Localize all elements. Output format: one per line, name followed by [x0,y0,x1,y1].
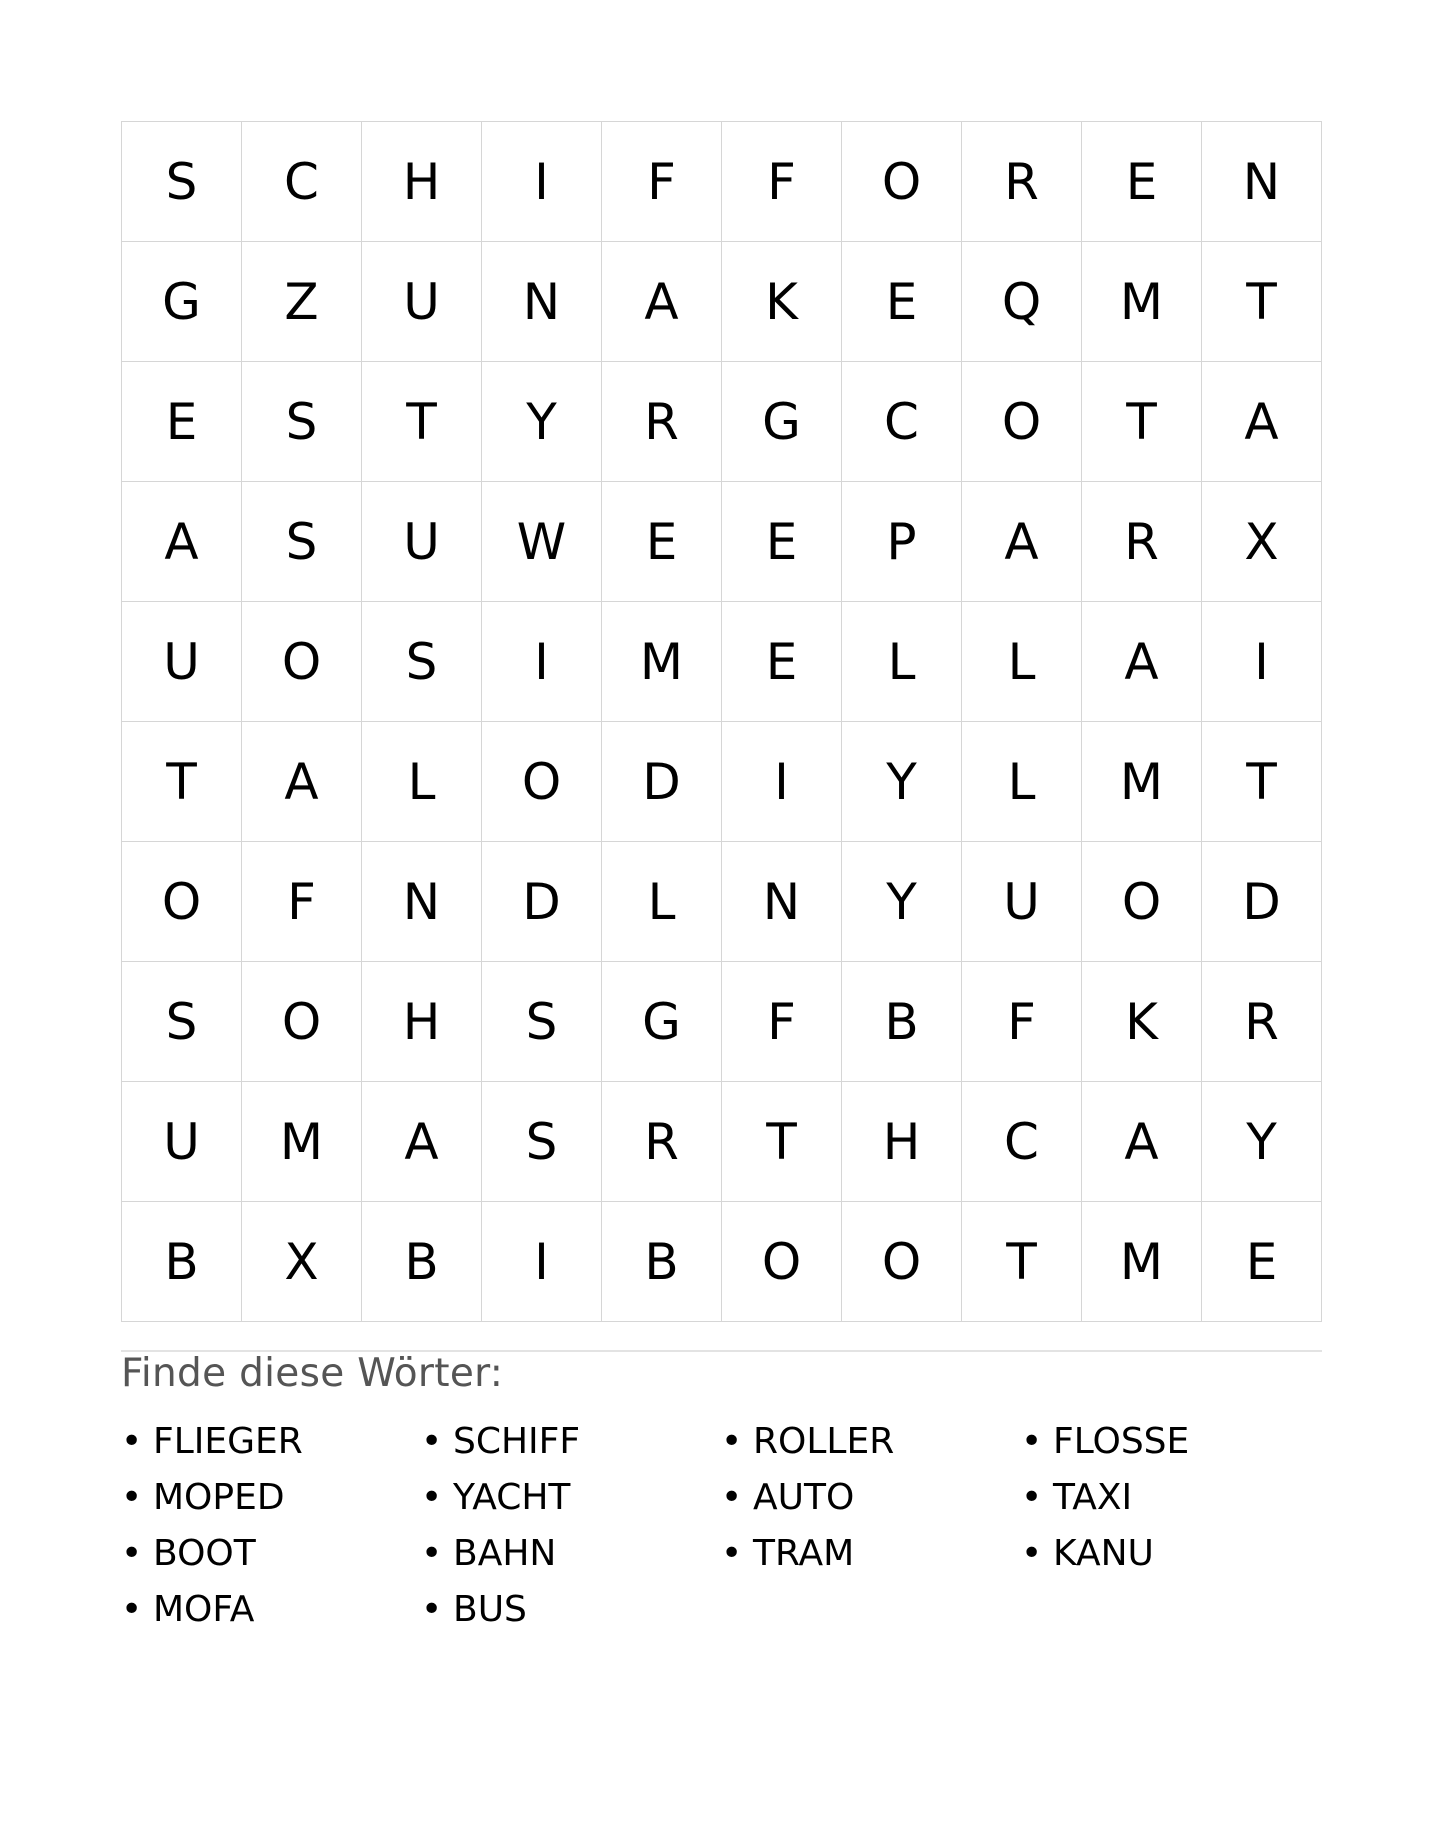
grid-cell[interactable]: I [1202,602,1322,722]
bullet-icon: • [421,1533,443,1574]
bullet-icon: • [1021,1533,1043,1574]
grid-cell[interactable]: F [722,122,842,242]
grid-cell[interactable]: W [482,482,602,602]
grid-cell[interactable]: F [962,962,1082,1082]
grid-cell[interactable]: M [1082,1202,1202,1322]
word-label: KANU [1053,1533,1154,1574]
grid-cell[interactable]: A [242,722,362,842]
word-list-item [721,1526,1021,1582]
grid-cell[interactable]: G [122,242,242,362]
grid-cell[interactable]: U [362,482,482,602]
word-list-item [1021,1470,1321,1526]
word-list-item [1021,1414,1321,1470]
word-list-item [1021,1526,1321,1582]
word-list-item [121,1526,421,1582]
letter-grid [121,121,1322,1322]
word-label: AUTO [753,1477,855,1518]
grid-cell[interactable]: U [962,842,1082,962]
grid-cell[interactable]: B [122,1202,242,1322]
grid-cell[interactable]: R [1082,482,1202,602]
word-label: BUS [453,1589,527,1630]
grid-cell[interactable]: T [722,1082,842,1202]
grid-cell[interactable]: E [722,482,842,602]
grid-cell[interactable]: M [1082,722,1202,842]
grid-cell[interactable]: S [242,482,362,602]
bullet-icon: • [121,1477,143,1518]
grid-cell[interactable]: S [482,1082,602,1202]
word-label: MOPED [153,1477,285,1518]
word-list-empty-slot [721,1582,1021,1638]
grid-cell[interactable]: L [362,722,482,842]
word-list-item [421,1526,721,1582]
grid-cell[interactable]: K [722,242,842,362]
word-label: SCHIFF [453,1421,581,1462]
grid-cell[interactable]: H [842,1082,962,1202]
word-label: FLIEGER [153,1421,303,1462]
grid-cell[interactable]: T [1082,362,1202,482]
grid-cell[interactable]: D [482,842,602,962]
grid-cell[interactable]: O [242,962,362,1082]
word-label: TAXI [1053,1477,1133,1518]
grid-cell[interactable]: N [722,842,842,962]
word-label: BOOT [153,1533,256,1574]
word-label: MOFA [153,1589,255,1630]
grid-cell[interactable]: A [1082,1082,1202,1202]
word-list-heading: Finde diese Wörter: [121,1351,504,1396]
grid-cell[interactable]: C [842,362,962,482]
grid-cell[interactable]: S [122,962,242,1082]
word-list-item [121,1582,421,1638]
grid-cell[interactable]: O [242,602,362,722]
word-label: FLOSSE [1053,1421,1190,1462]
grid-cell[interactable]: T [962,1202,1082,1322]
word-list-empty-slot [1021,1582,1321,1638]
bullet-icon: • [721,1421,743,1462]
grid-cell[interactable]: Q [962,242,1082,362]
grid-cell[interactable]: T [1202,722,1322,842]
word-list-item [121,1414,421,1470]
grid-cell[interactable]: G [722,362,842,482]
grid-cell[interactable]: B [362,1202,482,1322]
grid-cell[interactable]: S [122,122,242,242]
word-list-item [121,1470,421,1526]
grid-cell[interactable]: A [122,482,242,602]
word-list-item [721,1470,1021,1526]
grid-cell[interactable]: H [362,122,482,242]
grid-cell[interactable]: F [242,842,362,962]
bullet-icon: • [121,1589,143,1630]
grid-cell[interactable]: N [482,242,602,362]
bullet-icon: • [721,1477,743,1518]
grid-cell[interactable]: M [1082,242,1202,362]
grid-cell[interactable]: E [722,602,842,722]
word-label: BAHN [453,1533,557,1574]
grid-cell[interactable]: Y [842,842,962,962]
grid-cell[interactable]: D [1202,842,1322,962]
grid-cell[interactable]: I [482,122,602,242]
grid-cell[interactable]: O [962,362,1082,482]
grid-cell[interactable]: R [602,1082,722,1202]
grid-cell[interactable]: A [1082,602,1202,722]
grid-cell[interactable]: D [602,722,722,842]
grid-cell[interactable]: T [362,362,482,482]
grid-cell[interactable]: U [122,1082,242,1202]
bullet-icon: • [421,1477,443,1518]
grid-cell[interactable]: I [482,602,602,722]
grid-cell[interactable]: R [1202,962,1322,1082]
grid-cell[interactable]: E [122,362,242,482]
grid-cell[interactable]: L [842,602,962,722]
grid-cell[interactable]: O [842,1202,962,1322]
grid-cell[interactable]: O [722,1202,842,1322]
grid-cell[interactable]: L [602,842,722,962]
grid-cell[interactable]: T [122,722,242,842]
grid-cell[interactable]: A [362,1082,482,1202]
word-list-item [421,1470,721,1526]
grid-cell[interactable]: Y [1202,1082,1322,1202]
grid-cell[interactable]: M [602,602,722,722]
word-list-item [421,1414,721,1470]
grid-cell[interactable]: G [602,962,722,1082]
grid-cell[interactable]: Y [482,362,602,482]
grid-cell[interactable]: M [242,1082,362,1202]
word-label: TRAM [753,1533,855,1574]
grid-cell[interactable]: O [482,722,602,842]
bullet-icon: • [421,1589,443,1630]
grid-cell[interactable]: E [602,482,722,602]
grid-cell[interactable]: A [602,242,722,362]
grid-cell[interactable]: I [482,1202,602,1322]
grid-cell[interactable]: L [962,602,1082,722]
grid-cell[interactable]: T [1202,242,1322,362]
bullet-icon: • [1021,1421,1043,1462]
bullet-icon: • [721,1533,743,1574]
grid-cell[interactable]: E [1082,122,1202,242]
word-list-item [421,1582,721,1638]
grid-cell[interactable]: A [962,482,1082,602]
grid-cell[interactable]: H [362,962,482,1082]
grid-cell[interactable]: B [842,962,962,1082]
grid-cell[interactable]: Y [842,722,962,842]
grid-cell[interactable]: C [962,1082,1082,1202]
word-label: YACHT [453,1477,571,1518]
grid-cell[interactable]: U [122,602,242,722]
grid-cell[interactable]: I [722,722,842,842]
grid-cell[interactable]: F [722,962,842,1082]
grid-cell[interactable]: F [602,122,722,242]
grid-cell[interactable]: E [1202,1202,1322,1322]
word-label: ROLLER [753,1421,895,1462]
grid-cell[interactable]: R [602,362,722,482]
grid-cell[interactable]: S [362,602,482,722]
grid-cell[interactable]: A [1202,362,1322,482]
grid-cell[interactable]: N [362,842,482,962]
bullet-icon: • [121,1533,143,1574]
bullet-icon: • [421,1421,443,1462]
grid-cell[interactable]: E [842,242,962,362]
grid-cell[interactable]: U [362,242,482,362]
grid-cell[interactable]: X [1202,482,1322,602]
word-list [121,1414,1321,1638]
grid-cell[interactable]: K [1082,962,1202,1082]
grid-cell[interactable]: X [242,1202,362,1322]
grid-cell[interactable]: L [962,722,1082,842]
grid-cell[interactable]: O [842,122,962,242]
grid-cell[interactable]: B [602,1202,722,1322]
bullet-icon: • [121,1421,143,1462]
grid-cell[interactable]: Z [242,242,362,362]
grid-cell[interactable]: N [1202,122,1322,242]
grid-cell[interactable]: S [242,362,362,482]
grid-cell[interactable]: P [842,482,962,602]
bullet-icon: • [1021,1477,1043,1518]
word-list-item [721,1414,1021,1470]
grid-cell[interactable]: S [482,962,602,1082]
grid-cell[interactable]: O [1082,842,1202,962]
grid-cell[interactable]: C [242,122,362,242]
grid-cell[interactable]: O [122,842,242,962]
grid-cell[interactable]: R [962,122,1082,242]
